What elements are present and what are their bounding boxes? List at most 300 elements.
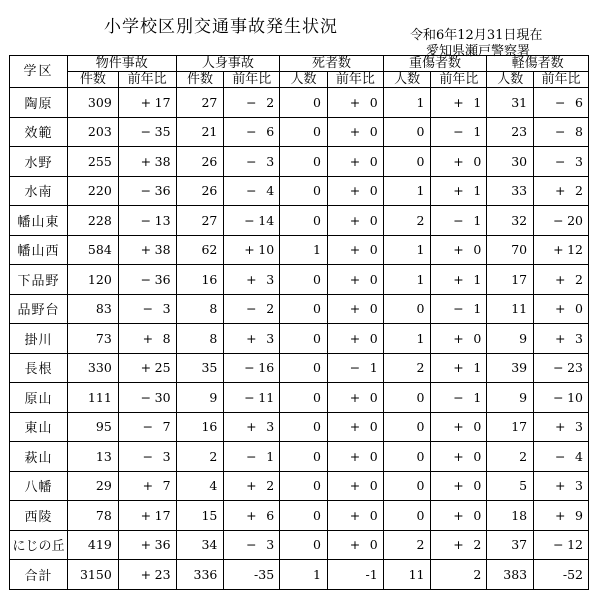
diff-cell <box>327 117 383 147</box>
header-sub: 人数 <box>487 72 534 88</box>
diff-sign: + <box>555 330 566 346</box>
diff-value: 36 <box>154 537 171 553</box>
diff-cell <box>431 324 487 354</box>
diff-sign: − <box>553 212 564 228</box>
count-cell: 83 <box>67 294 118 324</box>
diff-value: 2 <box>266 301 275 317</box>
count-cell: 0 <box>280 383 328 413</box>
count-cell: 203 <box>67 117 118 147</box>
diff-value: 3 <box>575 419 583 435</box>
diff-value: 0 <box>473 448 482 464</box>
diff-sign: + <box>244 242 255 258</box>
diff-cell <box>327 383 383 413</box>
diff-sign: + <box>349 419 361 435</box>
diff-sign: + <box>140 507 152 523</box>
count-cell: 111 <box>67 383 118 413</box>
diff-sign: + <box>349 301 361 317</box>
diff-cell <box>431 176 487 206</box>
count-cell: 0 <box>383 412 431 442</box>
area-name: 幡山東 <box>10 206 68 236</box>
count-cell: 9 <box>487 383 534 413</box>
count-cell: 0 <box>280 530 328 560</box>
table-row <box>10 353 589 383</box>
count-cell: 62 <box>176 235 224 265</box>
diff-cell <box>224 206 280 236</box>
diff-sign: + <box>140 242 152 258</box>
diff-sign: + <box>349 389 361 405</box>
diff-sign: + <box>246 330 257 346</box>
diff-sign: − <box>553 360 564 376</box>
diff-cell <box>534 235 589 265</box>
diff-cell <box>534 412 589 442</box>
diff-cell <box>534 442 589 472</box>
header-group: 物件事故 <box>67 56 176 72</box>
count-cell: 39 <box>487 353 534 383</box>
count-cell: 0 <box>383 501 431 531</box>
diff-value: 3 <box>266 330 275 346</box>
diff-value: 17 <box>154 507 171 523</box>
diff-cell <box>431 294 487 324</box>
diff-cell <box>534 117 589 147</box>
diff-sign: − <box>140 183 152 199</box>
diff-cell <box>327 206 383 236</box>
diff-value: 7 <box>162 419 171 435</box>
diff-value: 14 <box>258 212 275 228</box>
area-name: 水南 <box>10 176 68 206</box>
diff-sign: − <box>453 212 464 228</box>
diff-sign: + <box>555 419 566 435</box>
count-cell: 26 <box>176 176 224 206</box>
header-group: 軽傷者数 <box>487 56 589 72</box>
diff-cell <box>224 353 280 383</box>
count-cell: 17 <box>487 265 534 295</box>
diff-cell <box>431 265 487 295</box>
count-cell: 584 <box>67 235 118 265</box>
diff-sign: − <box>244 360 255 376</box>
diff-sign: − <box>244 389 255 405</box>
diff-sign: − <box>140 389 152 405</box>
diff-sign: + <box>453 478 464 494</box>
diff-sign: + <box>453 183 464 199</box>
diff-value: 1 <box>266 448 275 464</box>
diff-value: 0 <box>473 419 482 435</box>
diff-cell <box>118 117 176 147</box>
count-cell: 1 <box>383 88 431 118</box>
diff-cell <box>118 560 176 590</box>
count-cell: 1 <box>383 176 431 206</box>
area-name: 品野台 <box>10 294 68 324</box>
diff-cell <box>327 324 383 354</box>
diff-sign: + <box>349 537 361 553</box>
diff-cell <box>118 353 176 383</box>
issuer: 愛知県瀬戸警察署 <box>426 44 531 59</box>
header-group: 死者数 <box>280 56 384 72</box>
diff-sign: − <box>246 448 257 464</box>
diff-sign: + <box>349 242 361 258</box>
count-cell: 34 <box>176 530 224 560</box>
diff-value: 0 <box>369 537 378 553</box>
diff-sign: − <box>555 153 566 169</box>
count-cell: 0 <box>280 442 328 472</box>
table-row <box>10 294 589 324</box>
diff-value: 35 <box>154 124 171 140</box>
count-cell: 33 <box>487 176 534 206</box>
count-cell: 0 <box>280 471 328 501</box>
count-cell: 220 <box>67 176 118 206</box>
diff-sign: − <box>553 389 564 405</box>
diff-value: 1 <box>473 183 482 199</box>
diff-sign: + <box>246 507 257 523</box>
diff-value: 8 <box>162 330 171 346</box>
diff-sign: + <box>246 419 257 435</box>
count-cell: 0 <box>280 412 328 442</box>
area-name: 合計 <box>10 560 68 590</box>
count-cell: 0 <box>280 176 328 206</box>
diff-cell <box>224 265 280 295</box>
count-cell: 0 <box>280 324 328 354</box>
area-name: 原山 <box>10 383 68 413</box>
diff-cell <box>118 530 176 560</box>
diff-cell <box>327 530 383 560</box>
diff-value: 4 <box>575 448 583 464</box>
diff-value: 30 <box>154 389 171 405</box>
diff-sign: − <box>349 360 361 376</box>
diff-cell <box>534 294 589 324</box>
header-row-subs <box>10 72 589 88</box>
diff-value: 2 <box>266 478 275 494</box>
count-cell: 1 <box>383 235 431 265</box>
diff-value: 23 <box>567 360 583 376</box>
count-cell: 5 <box>487 471 534 501</box>
diff-sign: + <box>453 271 464 287</box>
area-name: 長根 <box>10 353 68 383</box>
diff-cell <box>224 530 280 560</box>
diff-sign: − <box>555 448 566 464</box>
count-cell: 419 <box>67 530 118 560</box>
diff-sign: + <box>349 448 361 464</box>
count-cell: 2 <box>383 353 431 383</box>
diff-cell <box>118 383 176 413</box>
diff-cell <box>224 324 280 354</box>
count-cell: 27 <box>176 206 224 236</box>
diff-value: 0 <box>575 301 583 317</box>
diff-value: 0 <box>473 153 482 169</box>
table-row <box>10 530 589 560</box>
diff-sign: + <box>349 478 361 494</box>
header-group: 重傷者数 <box>383 56 487 72</box>
count-cell: 309 <box>67 88 118 118</box>
diff-value: 25 <box>154 360 171 376</box>
diff-sign: + <box>140 537 152 553</box>
diff-value: 0 <box>369 183 378 199</box>
diff-sign: + <box>453 242 464 258</box>
diff-sign: + <box>349 271 361 287</box>
diff-cell <box>224 88 280 118</box>
table-row <box>10 206 589 236</box>
diff-value: 4 <box>266 183 275 199</box>
diff-value: 3 <box>266 419 275 435</box>
count-cell: 2 <box>383 530 431 560</box>
diff-cell <box>534 265 589 295</box>
diff-sign: − <box>246 124 257 140</box>
header-group: 人身事故 <box>176 56 280 72</box>
diff-cell <box>534 206 589 236</box>
diff-value: 1 <box>473 124 482 140</box>
diff-value: 3 <box>266 537 275 553</box>
diff-cell <box>431 501 487 531</box>
count-cell: 0 <box>383 442 431 472</box>
diff-cell <box>118 501 176 531</box>
diff-sign: − <box>142 419 154 435</box>
table-row <box>10 442 589 472</box>
diff-cell <box>327 88 383 118</box>
count-cell: 18 <box>487 501 534 531</box>
count-cell: 16 <box>176 412 224 442</box>
count-cell: 27 <box>176 88 224 118</box>
diff-sign: + <box>140 360 152 376</box>
diff-sign: + <box>555 271 566 287</box>
diff-cell <box>224 501 280 531</box>
count-cell: 330 <box>67 353 118 383</box>
diff-cell <box>534 383 589 413</box>
diff-cell <box>327 442 383 472</box>
diff-cell <box>118 324 176 354</box>
count-cell: 15 <box>176 501 224 531</box>
diff-sign: + <box>349 153 361 169</box>
diff-sign: + <box>453 94 464 110</box>
diff-value: 0 <box>369 389 378 405</box>
report-date: 令和6年12月31日現在 <box>410 28 543 43</box>
area-name: 陶原 <box>10 88 68 118</box>
diff-sign: − <box>140 271 152 287</box>
diff-cell <box>224 117 280 147</box>
count-cell: 23 <box>487 117 534 147</box>
table-row <box>10 412 589 442</box>
count-cell: 30 <box>487 147 534 177</box>
count-cell: 383 <box>487 560 534 590</box>
header-sub: 前年比 <box>118 72 176 88</box>
diff-value: 3 <box>575 478 583 494</box>
count-cell: 0 <box>383 147 431 177</box>
accident-table <box>9 55 589 590</box>
diff-sign: − <box>246 94 257 110</box>
diff-sign: + <box>142 478 154 494</box>
diff-cell <box>534 88 589 118</box>
diff-cell <box>327 501 383 531</box>
count-cell: 26 <box>176 147 224 177</box>
diff-value: 3 <box>575 153 583 169</box>
count-cell: 228 <box>67 206 118 236</box>
diff-sign: − <box>246 183 257 199</box>
diff-cell <box>431 442 487 472</box>
diff-cell <box>327 412 383 442</box>
area-name: 萩山 <box>10 442 68 472</box>
diff-sign: + <box>349 330 361 346</box>
count-cell: 17 <box>487 412 534 442</box>
diff-value: 1 <box>473 389 482 405</box>
header-row-groups <box>10 56 589 72</box>
diff-value: 0 <box>369 301 378 317</box>
diff-value: 0 <box>369 448 378 464</box>
count-cell: 13 <box>67 442 118 472</box>
diff-value: 0 <box>369 507 378 523</box>
diff-cell <box>118 206 176 236</box>
diff-value: 38 <box>154 242 171 258</box>
diff-cell <box>327 147 383 177</box>
diff-sign: + <box>453 360 464 376</box>
diff-value: -1 <box>365 566 378 582</box>
table-row <box>10 88 589 118</box>
count-cell: 0 <box>280 265 328 295</box>
count-cell: 8 <box>176 294 224 324</box>
diff-value: 2 <box>473 566 482 582</box>
diff-sign: + <box>142 330 154 346</box>
count-cell: 37 <box>487 530 534 560</box>
diff-value: 2 <box>473 537 482 553</box>
count-cell: 0 <box>280 501 328 531</box>
header-sub: 件数 <box>67 72 118 88</box>
diff-sign: + <box>555 507 566 523</box>
diff-sign: − <box>246 537 257 553</box>
diff-value: 0 <box>369 271 378 287</box>
diff-cell <box>431 235 487 265</box>
diff-value: 2 <box>266 94 275 110</box>
diff-value: 0 <box>369 212 378 228</box>
diff-value: 3 <box>575 330 583 346</box>
header-sub: 前年比 <box>327 72 383 88</box>
diff-value: 0 <box>473 242 482 258</box>
count-cell: 0 <box>383 294 431 324</box>
area-name: にじの丘 <box>10 530 68 560</box>
count-cell: 0 <box>383 383 431 413</box>
table-row <box>10 383 589 413</box>
diff-cell <box>534 501 589 531</box>
table-row <box>10 471 589 501</box>
count-cell: 255 <box>67 147 118 177</box>
diff-sign: + <box>453 419 464 435</box>
diff-value: 36 <box>154 271 171 287</box>
diff-value: 0 <box>369 419 378 435</box>
count-cell: 1 <box>383 265 431 295</box>
diff-value: 6 <box>575 94 583 110</box>
diff-value: 9 <box>575 507 583 523</box>
diff-cell <box>534 176 589 206</box>
diff-sign: − <box>142 301 154 317</box>
count-cell: 0 <box>280 147 328 177</box>
count-cell: 78 <box>67 501 118 531</box>
count-cell: 4 <box>176 471 224 501</box>
diff-value: 6 <box>266 124 275 140</box>
diff-cell <box>224 442 280 472</box>
diff-sign: + <box>453 537 464 553</box>
diff-cell <box>431 471 487 501</box>
count-cell: 2 <box>176 442 224 472</box>
diff-sign: + <box>349 124 361 140</box>
diff-value: 6 <box>266 507 275 523</box>
count-cell: 73 <box>67 324 118 354</box>
diff-sign: − <box>140 124 152 140</box>
diff-cell <box>118 88 176 118</box>
area-name: 幡山西 <box>10 235 68 265</box>
count-cell: 0 <box>280 353 328 383</box>
header-sub: 前年比 <box>431 72 487 88</box>
diff-sign: + <box>453 507 464 523</box>
diff-sign: + <box>140 94 152 110</box>
diff-cell <box>224 412 280 442</box>
diff-value: 0 <box>473 330 482 346</box>
count-cell: 9 <box>487 324 534 354</box>
count-cell: 1 <box>383 324 431 354</box>
diff-cell <box>224 383 280 413</box>
diff-sign: − <box>244 212 255 228</box>
diff-cell <box>118 176 176 206</box>
area-name: 掛川 <box>10 324 68 354</box>
diff-value: 0 <box>369 242 378 258</box>
diff-value: 12 <box>567 537 583 553</box>
diff-value: 16 <box>258 360 275 376</box>
table-row <box>10 235 589 265</box>
count-cell: 0 <box>280 117 328 147</box>
diff-cell <box>224 147 280 177</box>
diff-cell <box>327 265 383 295</box>
count-cell: 0 <box>383 117 431 147</box>
diff-sign: − <box>140 212 152 228</box>
diff-cell <box>224 235 280 265</box>
count-cell: 11 <box>487 294 534 324</box>
diff-sign: − <box>553 537 564 553</box>
count-cell: 1 <box>280 235 328 265</box>
diff-sign: − <box>555 124 566 140</box>
diff-sign: + <box>349 94 361 110</box>
diff-value: 0 <box>369 478 378 494</box>
diff-sign: + <box>453 153 464 169</box>
count-cell: 0 <box>383 471 431 501</box>
diff-cell <box>224 294 280 324</box>
diff-sign: − <box>453 301 464 317</box>
diff-cell <box>431 147 487 177</box>
diff-sign: + <box>349 183 361 199</box>
diff-sign: + <box>349 507 361 523</box>
diff-value: 10 <box>567 389 583 405</box>
header-sub: 件数 <box>176 72 224 88</box>
area-name: 八幡 <box>10 471 68 501</box>
diff-sign: + <box>140 566 152 582</box>
diff-value: 0 <box>369 330 378 346</box>
diff-sign: + <box>555 183 566 199</box>
count-cell: 0 <box>280 88 328 118</box>
diff-value: 10 <box>258 242 275 258</box>
diff-value: 7 <box>162 478 171 494</box>
diff-cell <box>327 294 383 324</box>
area-name: 下品野 <box>10 265 68 295</box>
diff-sign: − <box>453 124 464 140</box>
diff-sign: − <box>142 448 154 464</box>
diff-value: 38 <box>154 153 171 169</box>
diff-sign: + <box>349 212 361 228</box>
diff-cell <box>431 530 487 560</box>
diff-value: 0 <box>369 153 378 169</box>
count-cell: 336 <box>176 560 224 590</box>
diff-cell <box>534 324 589 354</box>
count-cell: 32 <box>487 206 534 236</box>
header-sub: 前年比 <box>224 72 280 88</box>
diff-cell <box>327 176 383 206</box>
header-sub: 人数 <box>280 72 328 88</box>
diff-value: 0 <box>473 507 482 523</box>
diff-cell <box>534 471 589 501</box>
diff-value: 3 <box>162 301 171 317</box>
area-name: 西陵 <box>10 501 68 531</box>
